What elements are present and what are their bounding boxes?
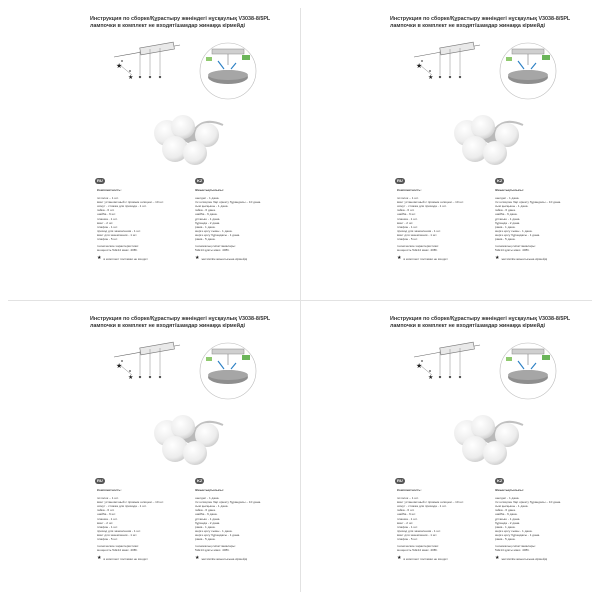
component-list-item: плашка - 1 шт. (97, 216, 118, 221)
component-list-item: жерге қосу бұрандасы - 1 дана. (495, 232, 541, 237)
component-list-item: жерге қосу сымы - 1 дана. (195, 228, 233, 233)
kz-note (495, 256, 561, 261)
instruction-panel (5, 5, 295, 295)
component-list-item: плафон - 5 шт. (397, 237, 418, 242)
kz-tech-value: 5хЕ14 қуаты макс. 40Вт. (195, 548, 230, 553)
title-line-2: лампочки в комплект не входят/шамдар жинаққа кірмейді (90, 23, 246, 29)
ru-note (97, 556, 164, 561)
component-list-item: сым қысқышы - 1 дана. (195, 204, 229, 209)
ru-note (97, 256, 164, 261)
component-list-item: плашка - 1 шт. (97, 516, 118, 521)
ru-note (397, 556, 464, 561)
svg-text:★: ★ (428, 374, 434, 381)
component-list-item: плафон - 1 шт. (397, 224, 418, 229)
kz-badge: KZ (197, 478, 203, 483)
star-icon: ★ (195, 255, 200, 262)
component-list-item: шайба - 6 дана. (495, 512, 518, 517)
ru-heading: Комплектность: (97, 188, 122, 192)
component-list-item: бұранда - 2 дана. (495, 520, 521, 525)
component-list-item: винт - 2 шт. (397, 520, 414, 525)
component-list-item: винт - 2 шт. (97, 220, 114, 225)
component-list-item: жерге қосу бұрандасы - 1 дана. (195, 532, 241, 537)
component-list-item: потолок – 1 шт. (397, 196, 419, 201)
component-list-item: гайка - 6 шт. (397, 508, 415, 513)
component-list-item: тік шлицпен бар орнату бұрандасы – 10 дана. (195, 500, 262, 505)
component-list-item: шайба - 6 шт. (397, 512, 417, 517)
component-list-item: тік шлицпен бар орнату бұрандасы – 10 дана. (195, 200, 262, 205)
kz-items-list (495, 196, 561, 241)
ru-badge: RU (97, 178, 103, 183)
ru-contents (397, 188, 464, 261)
component-list-item: плафон - 5 шт. (97, 237, 118, 242)
ru-heading: Комплектность: (97, 488, 122, 492)
ru-tech-heading: технические характеристики: (397, 544, 439, 549)
ru-tech-value: мощность 5хЕ14 макс. 40Вт. (397, 248, 438, 253)
component-list-item: рама - 5 дана. (495, 537, 516, 542)
ru-items-list (397, 196, 464, 241)
ru-tech-value: мощность 5хЕ14 макс. 40Вт. (97, 248, 138, 253)
component-list-item: тік шлицпен бар орнату бұрандасы – 10 дана. (495, 500, 562, 505)
kz-contents (195, 488, 261, 561)
component-list-item: бұранда - 2 дана. (495, 220, 521, 225)
ru-tech-heading: технические характеристики: (97, 544, 139, 549)
component-list-item: жерге қосу сымы - 1 дана. (195, 528, 233, 533)
canopy-drawing (500, 43, 556, 99)
svg-text:★: ★ (116, 62, 123, 70)
ru-note-text: в комплект поставки не входит (403, 556, 448, 561)
component-list-item: жерге қосу бұрандасы - 1 дана. (195, 232, 241, 237)
kz-tech-heading: техникалық сипаттамалары: (195, 544, 236, 549)
component-list-item: шайба - 6 шт. (97, 512, 117, 517)
kz-heading: Жиынтықтылығы: (195, 488, 224, 492)
component-list-item: жерге қосу бұрандасы - 1 дана. (495, 532, 541, 537)
ru-tech-value: мощность 5хЕ14 макс. 40Вт. (397, 548, 438, 553)
component-list-item: шөлдеп - 1 дана. (495, 196, 520, 201)
ru-tech-value: мощность 5хЕ14 макс. 40Вт. (97, 548, 138, 553)
component-list-item: плафон - 1 шт. (97, 224, 118, 229)
svg-text:★: ★ (428, 74, 434, 81)
assembly-schema-illustration (410, 335, 570, 405)
assembly-schema-illustration (410, 35, 570, 105)
component-list-item: хомут - стяжка для провода - 1 шт. (97, 504, 147, 509)
divider-horizontal (8, 300, 592, 301)
star-icon: ★ (397, 255, 402, 262)
component-list-item: хомут - стяжка для провода - 1 шт. (97, 204, 147, 209)
ru-note-text: в комплект поставки не входит (103, 256, 148, 261)
component-list-item: потолок – 1 шт. (97, 496, 119, 501)
kz-note-text: жеткізілім жиынтығына кірмейді (201, 556, 248, 561)
kz-tech-heading: техникалық сипаттамалары: (495, 244, 536, 249)
component-list-item: винт установочный с прямым шлицем – 10 шт. (397, 500, 464, 505)
instruction-panel (5, 305, 295, 595)
component-list-item: винт для заземления - 1 шт. (97, 232, 138, 237)
instruction-title (390, 316, 590, 330)
ru-note (397, 256, 464, 261)
title-line-2: лампочки в комплект не входят/шамдар жинаққа кірмейді (390, 323, 546, 329)
ru-heading: Комплектность: (397, 188, 422, 192)
ru-items-list (97, 496, 164, 541)
kz-note-text: жеткізілім жиынтығына кірмейді (201, 256, 248, 261)
title-line-1: Инструкция по сборке/Құрастыру жөніндегі нұсқаулық V3038-8/5PL (90, 16, 271, 22)
kz-contents (495, 488, 561, 561)
component-list-item: шайба - 6 шт. (97, 212, 117, 217)
mounting-plate-drawing (114, 42, 180, 81)
kz-tech-value: 5хЕ14 қуаты макс. 40Вт. (495, 248, 530, 253)
chandelier-product-image (445, 107, 535, 177)
ru-badge: RU (397, 178, 403, 183)
component-list-item: шайба - 6 дана. (495, 212, 518, 217)
svg-text:★: ★ (416, 62, 423, 70)
title-line-2: лампочки в комплект не входят/шамдар жинаққа кірмейді (390, 23, 546, 29)
ru-contents (397, 488, 464, 561)
component-list-item: шайба - 6 дана. (195, 212, 218, 217)
star-icon: ★ (195, 555, 200, 562)
component-list-item: жерге қосу сымы - 1 дана. (495, 528, 533, 533)
component-list-item: гайка - 6 дана. (495, 208, 516, 213)
ru-contents (97, 488, 164, 561)
star-icon: ★ (495, 555, 500, 562)
kz-badge: KZ (197, 178, 203, 183)
kz-note-text: жеткізілім жиынтығына кірмейді (501, 256, 548, 261)
ru-items-list (397, 496, 464, 541)
component-list-item: сым қысқышы - 1 дана. (495, 204, 529, 209)
kz-note (195, 556, 261, 561)
ru-note-text: в комплект поставки не входит (103, 556, 148, 561)
component-list-item: ұстағыш - 1 дана. (495, 216, 521, 221)
component-list-item: провод для заземления - 1 шт. (97, 228, 141, 233)
component-list-item: хомут - стяжка для провода - 1 шт. (397, 204, 447, 209)
star-icon: ★ (397, 555, 402, 562)
kz-items-list (195, 196, 261, 241)
star-icon: ★ (97, 255, 102, 262)
component-list-item: потолок – 1 шт. (397, 496, 419, 501)
component-list-item: винт установочный с прямым шлицем – 10 шт. (97, 500, 164, 505)
component-list-item: провод для заземления - 1 шт. (97, 528, 141, 533)
component-list-item: плафон - 1 шт. (397, 524, 418, 529)
kz-items-list (495, 496, 561, 541)
component-list-item: плафон - 5 шт. (397, 537, 418, 542)
component-list-item: ұстағыш - 1 дана. (195, 516, 221, 521)
mounting-plate-drawing (414, 342, 480, 381)
star-icon: ★ (495, 255, 500, 262)
kz-heading: Жиынтықтылығы: (195, 188, 224, 192)
component-list-item: шайба - 6 шт. (397, 212, 417, 217)
component-list-item: рама - 5 дана. (195, 237, 216, 242)
ru-items-list (97, 196, 164, 241)
component-list-item: шөлдеп - 1 дана. (195, 196, 220, 201)
mounting-plate-drawing (114, 342, 180, 381)
component-list-item: гайка - 6 дана. (195, 508, 216, 513)
instruction-panel (305, 305, 595, 595)
component-list-item: гайка - 6 шт. (97, 208, 115, 213)
kz-note (495, 556, 561, 561)
component-list-item: винт для заземления - 1 шт. (397, 232, 438, 237)
kz-tech-value: 5хЕ14 қуаты макс. 40Вт. (495, 548, 530, 553)
component-list-item: шөлдеп - 1 дана. (495, 496, 520, 501)
star-icon: ★ (97, 555, 102, 562)
ru-badge: RU (397, 478, 403, 483)
kz-contents (195, 188, 261, 261)
component-list-item: потолок – 1 шт. (97, 196, 119, 201)
instruction-title (390, 16, 590, 30)
component-list-item: бұранда - 2 дана. (195, 520, 221, 525)
kz-note-text: жеткізілім жиынтығына кірмейді (501, 556, 548, 561)
component-list-item: сым қысқышы - 1 дана. (495, 504, 529, 509)
component-list-item: рама - 1 дана. (195, 524, 216, 529)
component-list-item: гайка - 6 дана. (195, 208, 216, 213)
canopy-drawing (500, 343, 556, 399)
mounting-plate-drawing (414, 42, 480, 81)
component-list-item: гайка - 6 дана. (495, 508, 516, 513)
component-list-item: плашка - 1 шт. (397, 216, 418, 221)
svg-text:★: ★ (128, 374, 134, 381)
ru-contents (97, 188, 164, 261)
title-line-1: Инструкция по сборке/Құрастыру жөніндегі нұсқаулық V3038-8/5PL (90, 316, 271, 322)
component-list-item: тік шлицпен бар орнату бұрандасы – 10 дана. (495, 200, 562, 205)
component-list-item: хомут - стяжка для провода - 1 шт. (397, 504, 447, 509)
title-line-1: Инструкция по сборке/Құрастыру жөніндегі нұсқаулық V3038-8/5PL (390, 16, 571, 22)
component-list-item: винт - 2 шт. (97, 520, 114, 525)
svg-text:★: ★ (416, 362, 423, 370)
component-list-item: плашка - 1 шт. (397, 516, 418, 521)
component-list-item: гайка - 6 шт. (397, 208, 415, 213)
component-list-item: жерге қосу сымы - 1 дана. (495, 228, 533, 233)
component-list-item: ұстағыш - 1 дана. (195, 216, 221, 221)
chandelier-product-image (145, 407, 235, 477)
ru-tech-heading: технические характеристики: (397, 244, 439, 249)
ru-heading: Комплектность: (397, 488, 422, 492)
ru-tech-heading: технические характеристики: (97, 244, 139, 249)
component-list-item: винт для заземления - 1 шт. (397, 532, 438, 537)
kz-contents (495, 188, 561, 261)
title-line-2: лампочки в комплект не входят/шамдар жинаққа кірмейді (90, 323, 246, 329)
component-list-item: шайба - 6 дана. (195, 512, 218, 517)
ru-note-text: в комплект поставки не входит (403, 256, 448, 261)
component-list-item: винт установочный с прямым шлицем – 10 шт. (97, 200, 164, 205)
instruction-title (90, 16, 290, 30)
canopy-drawing (200, 343, 256, 399)
chandelier-product-image (145, 107, 235, 177)
kz-note (195, 256, 261, 261)
component-list-item: винт для заземления - 1 шт. (97, 532, 138, 537)
component-list-item: винт - 2 шт. (397, 220, 414, 225)
component-list-item: бұранда - 2 дана. (195, 220, 221, 225)
component-list-item: провод для заземления - 1 шт. (397, 228, 441, 233)
component-list-item: плафон - 5 шт. (97, 537, 118, 542)
instruction-panel (305, 5, 595, 295)
title-line-1: Инструкция по сборке/Құрастыру жөніндегі нұсқаулық V3038-8/5PL (390, 316, 571, 322)
component-list-item: шөлдеп - 1 дана. (195, 496, 220, 501)
kz-badge: KZ (497, 178, 503, 183)
component-list-item: рама - 5 дана. (195, 537, 216, 542)
kz-tech-heading: техникалық сипаттамалары: (495, 544, 536, 549)
chandelier-product-image (445, 407, 535, 477)
assembly-schema-illustration (110, 35, 270, 105)
component-list-item: рама - 1 дана. (195, 224, 216, 229)
kz-badge: KZ (497, 478, 503, 483)
component-list-item: плафон - 1 шт. (97, 524, 118, 529)
svg-text:★: ★ (116, 362, 123, 370)
ru-badge: RU (97, 478, 103, 483)
instruction-title (90, 316, 290, 330)
component-list-item: рама - 1 дана. (495, 524, 516, 529)
svg-text:★: ★ (128, 74, 134, 81)
assembly-schema-illustration (110, 335, 270, 405)
kz-heading: Жиынтықтылығы: (495, 188, 524, 192)
kz-heading: Жиынтықтылығы: (495, 488, 524, 492)
component-list-item: провод для заземления - 1 шт. (397, 528, 441, 533)
kz-tech-value: 5хЕ14 қуаты макс. 40Вт. (195, 248, 230, 253)
component-list-item: рама - 5 дана. (495, 237, 516, 242)
component-list-item: ұстағыш - 1 дана. (495, 516, 521, 521)
component-list-item: рама - 1 дана. (495, 224, 516, 229)
component-list-item: гайка - 6 шт. (97, 508, 115, 513)
kz-items-list (195, 496, 261, 541)
canopy-drawing (200, 43, 256, 99)
kz-tech-heading: техникалық сипаттамалары: (195, 244, 236, 249)
component-list-item: сым қысқышы - 1 дана. (195, 504, 229, 509)
component-list-item: винт установочный с прямым шлицем – 10 шт. (397, 200, 464, 205)
